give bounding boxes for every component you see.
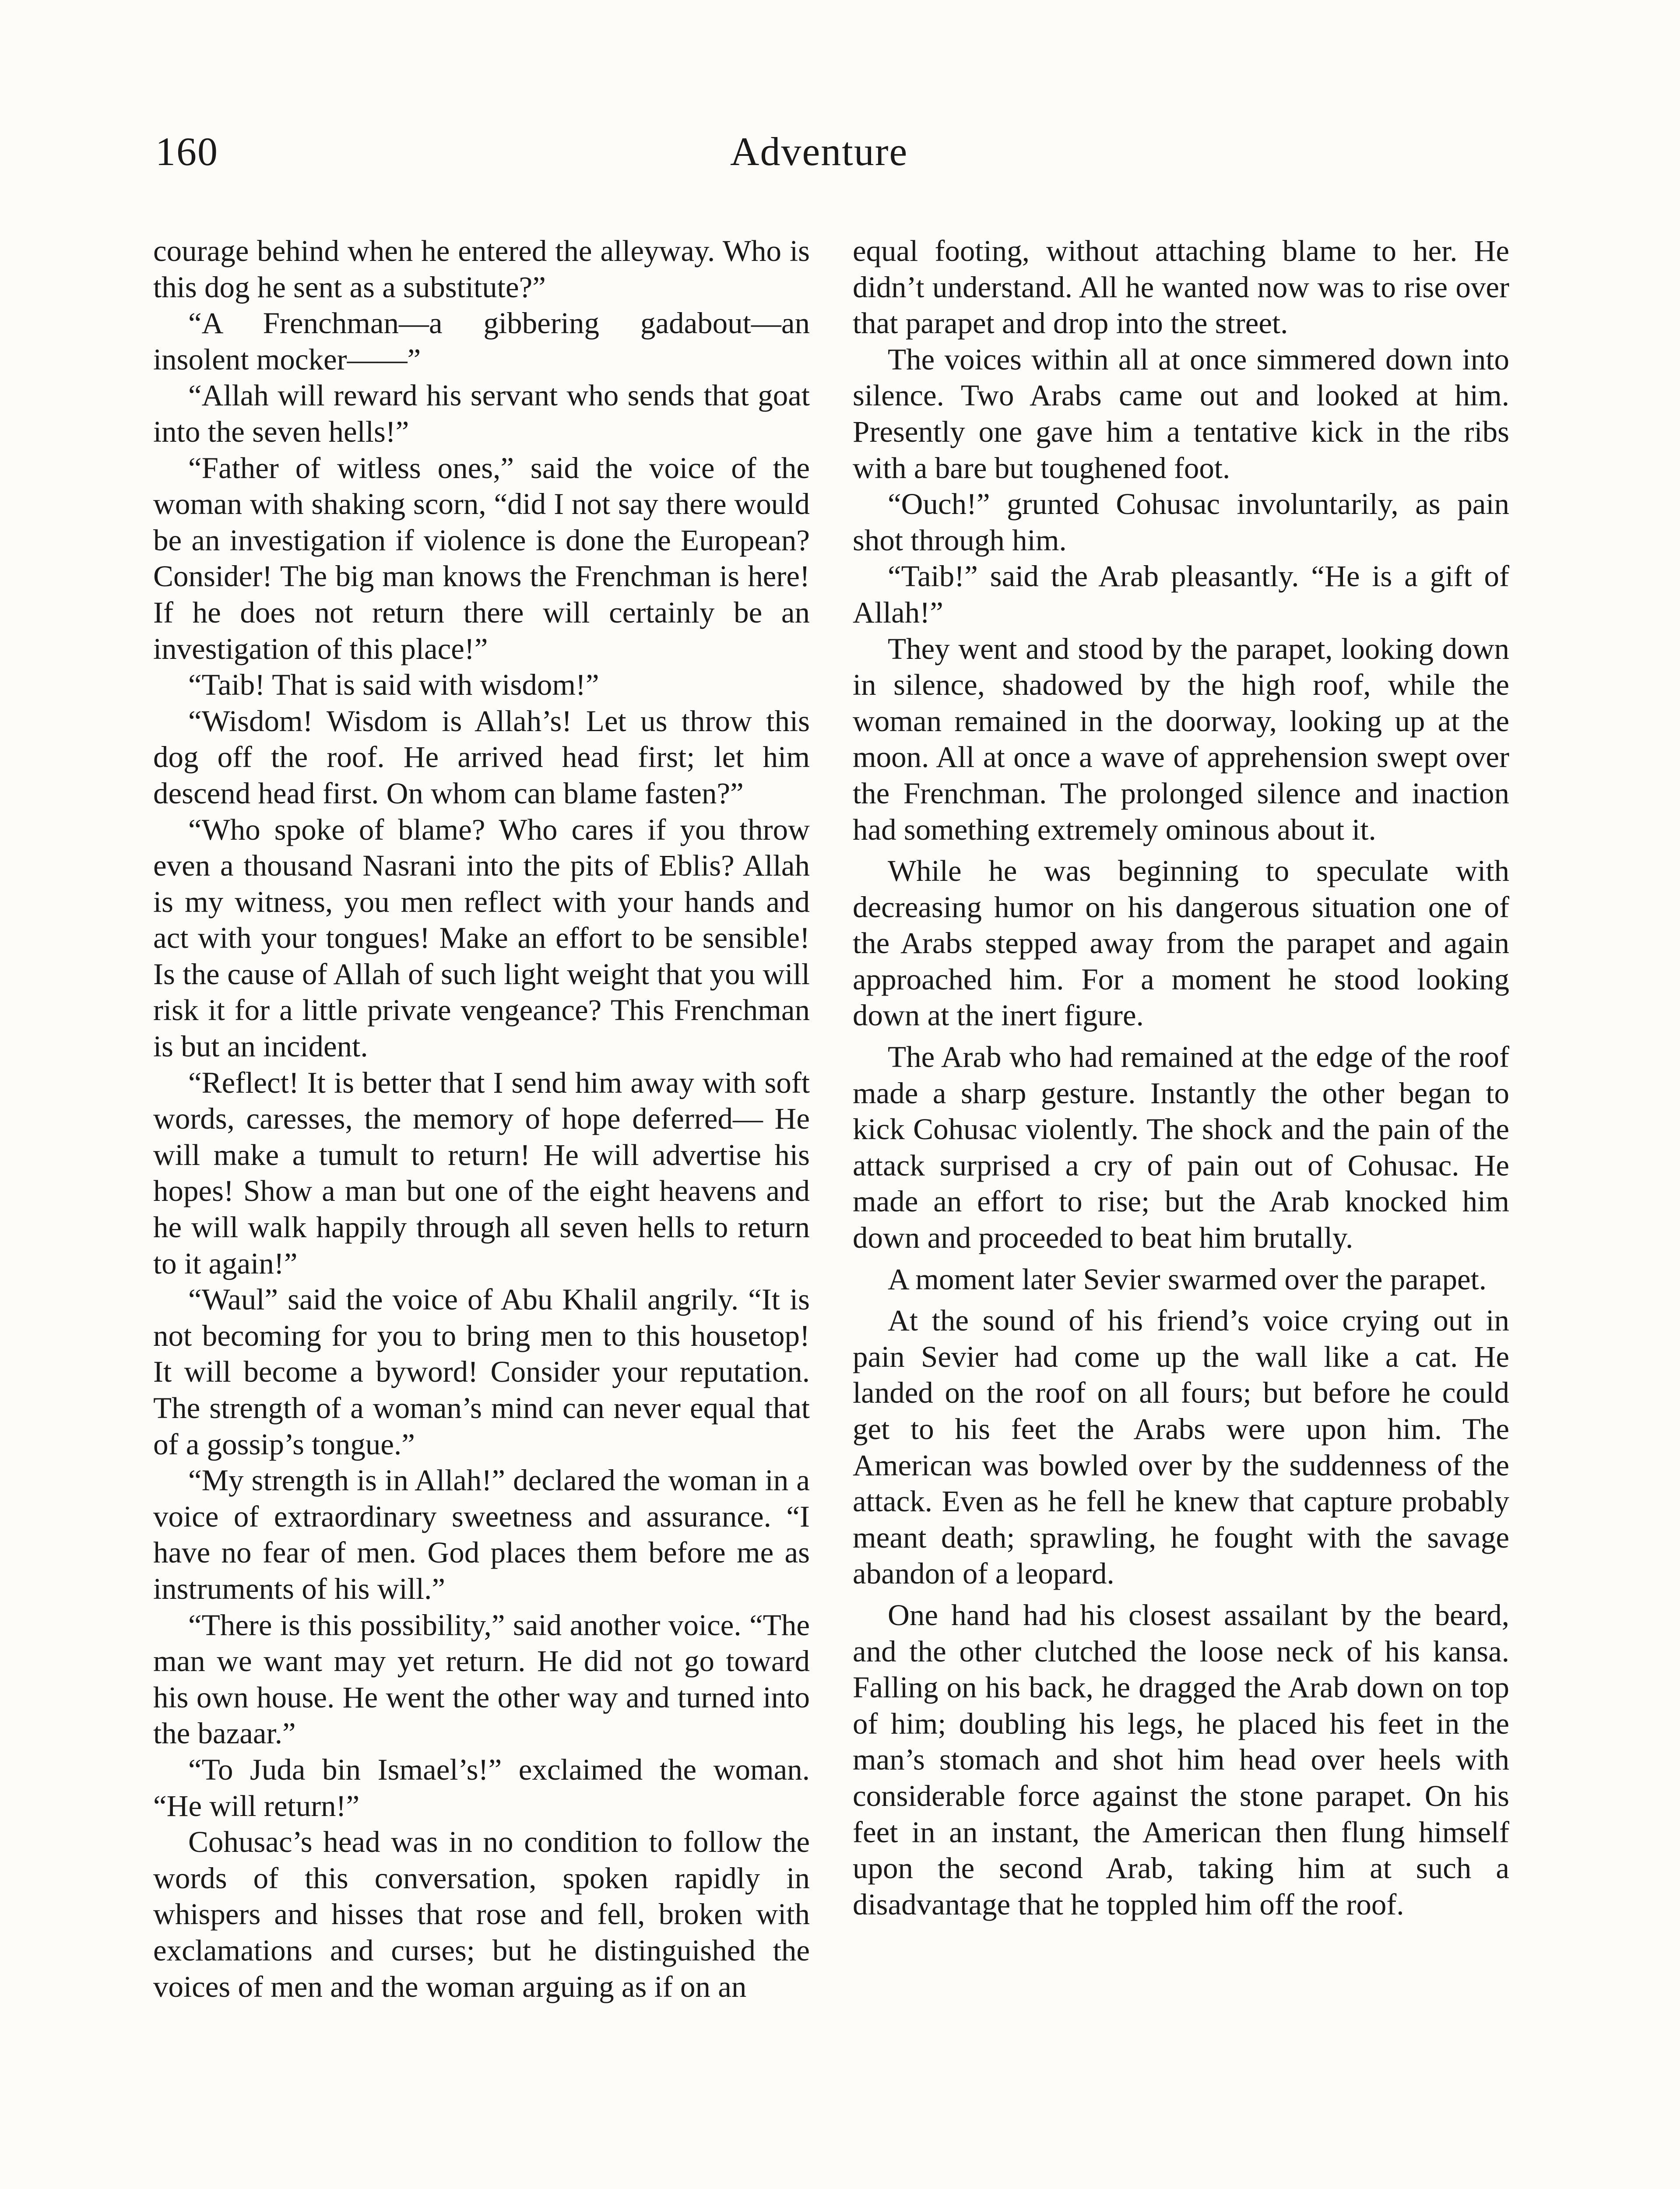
paragraph: “Taib!” said the Arab pleasantly. “He is a gift of Allah!” bbox=[853, 560, 1509, 629]
paragraph: “My strength is in Allah!” declared the woman in a voice of extraordinary sweetness and assurance. “I have no fear of men. God places them before me as instruments of his will.” bbox=[153, 1464, 810, 1605]
paragraph: One hand had his closest assailant by the beard, and the other clutched the loose neck of his kansa. Falling on his back, he dragged the Arab down on top of him; doubling his legs, he placed his feet in the man’s stomach and shot him head over heels with considerable force against the stone parapet. On his feet in an instant, the American then flung himself upon the second Arab, taking him at such a disadvantage that he toppled him off the roof. bbox=[853, 1598, 1509, 1921]
page-number: 160 bbox=[155, 129, 218, 174]
paragraph: A moment later Sevier swarmed over the parapet. bbox=[888, 1262, 1487, 1296]
running-title: Adventure bbox=[730, 129, 908, 174]
paragraph: “Reflect! It is better that I send him away with soft words, caresses, the memory of hope deferred— He will make a tumult to return! He will advertise his hopes! Show a man but one of the eight heavens and he will walk happily through all seven hells to return to it again!” bbox=[153, 1066, 810, 1280]
paragraph: “Waul” said the voice of Abu Khalil angrily. “It is not becoming for you to bring men to this housetop! It will become a byword! Consider your reputation. The strength of a woman’s mind can never equal that of a gossip’s tongue.” bbox=[153, 1283, 810, 1461]
paragraph: equal footing, without attaching blame to her. He didn’t understand. All he wanted now was to rise over that parapet and drop into the street. bbox=[853, 234, 1509, 340]
paragraph: “Allah will reward his servant who sends that goat into the seven hells!” bbox=[153, 379, 810, 448]
paragraph: “A Frenchman—a gibbering gadabout—an insolent mocker——” bbox=[153, 306, 810, 376]
paragraph: “Father of witless ones,” said the voice of the woman with shaking scorn, “did I not say there would be an investigation if violence is done the European? Consider! The big man knows the Frenchman is here! If he does not return there will certainly be an investigation of this place!” bbox=[153, 451, 810, 665]
paragraph: They went and stood by the parapet, looking down in silence, shadowed by the high roof, while the woman remained in the doorway, looking up at the moon. All at once a wave of apprehension swept over the Frenchman. The prolonged silence and inaction had something extremely ominous about it. bbox=[853, 632, 1509, 846]
paragraph: While he was beginning to speculate with decreasing humor on his dangerous situation one of the Arabs stepped away from the parapet and again approached him. For a moment he stood looking down at the inert figure. bbox=[853, 854, 1509, 1032]
paragraph: Cohusac’s head was in no condition to follow the words of this conversation, spoken rapidly in whispers and hisses that rose and fell, broken with exclamations and curses; but he distinguished the voices of men and the woman arguing as if on an bbox=[153, 1825, 810, 2003]
paragraph: “Taib! That is said with wisdom!” bbox=[188, 668, 599, 702]
paragraph: courage behind when he entered the alleyway. Who is this dog he sent as a substitute?” bbox=[153, 234, 810, 304]
left-column bbox=[153, 233, 810, 2005]
paragraph: “Who spoke of blame? Who cares if you throw even a thousand Nasrani into the pits of Eblis? Allah is my witness, you men reflect with your hands and act with your tongues! Make an effort to be sensible! Is the cause of Allah of such light weight that you will risk it for a little private vengeance? This Frenchman is but an incident. bbox=[153, 813, 810, 1063]
paragraph: The voices within all at once simmered down into silence. Two Arabs came out and looked at him. Presently one gave him a tentative kick in the ribs with a bare but toughened foot. bbox=[853, 342, 1509, 485]
paragraph: “Ouch!” grunted Cohusac involuntarily, as pain shot through him. bbox=[853, 487, 1509, 557]
paragraph: “There is this possibility,” said another voice. “The man we want may yet return. He did not go toward his own house. He went the other way and turned into the bazaar.” bbox=[153, 1608, 810, 1750]
paragraph: At the sound of his friend’s voice crying out in pain Sevier had come up the wall like a cat. He landed on the roof on all fours; but before he could get to his feet the Arabs were upon him. The American was bowled over by the suddenness of the attack. Even as he fell he knew that capture probably meant death; sprawling, he fought with the savage abandon of a leopard. bbox=[853, 1304, 1509, 1591]
paragraph: “To Juda bin Ismael’s!” exclaimed the woman. “He will return!” bbox=[153, 1753, 810, 1823]
right-column bbox=[853, 233, 1509, 1922]
paragraph: “Wisdom! Wisdom is Allah’s! Let us throw this dog off the roof. He arrived head first; let him descend head first. On whom can blame fasten?” bbox=[153, 704, 810, 810]
paragraph: The Arab who had remained at the edge of the roof made a sharp gesture. Instantly the other began to kick Cohusac violently. The shock and the pain of the attack surprised a cry of pain out of Cohusac. He made an effort to rise; but the Arab knocked him down and proceeded to beat him brutally. bbox=[853, 1040, 1509, 1255]
